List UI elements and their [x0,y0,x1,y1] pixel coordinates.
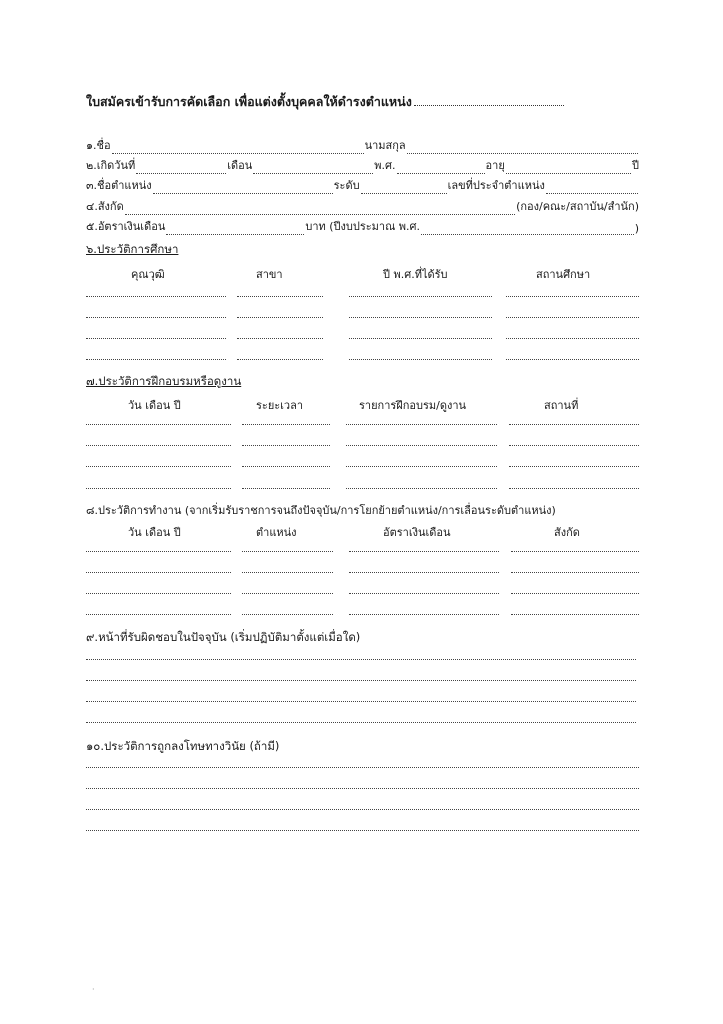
education-heading [86,241,178,259]
salary-unit: บาท (ปีงบประมาณ พ.ศ. [305,220,421,233]
work-col-salary: อัตราเงินเดือน [383,526,451,539]
training-heading [86,373,241,391]
training-cell-r1-c1[interactable] [86,424,231,425]
education-cell-r2-c4[interactable] [506,317,639,318]
training-cell-r3-c1[interactable] [86,466,231,467]
education-cell-r4-c4[interactable] [506,359,639,360]
training-cell-r3-c3[interactable] [346,466,497,467]
training-col-place: สถานที่ [544,399,579,412]
training-cell-r2-c3[interactable] [346,445,497,446]
education-cell-r4-c1[interactable] [86,359,226,360]
training-col-date: วัน เดือน ปี [128,399,181,412]
work-col-affiliation: สังกัด [554,526,580,539]
name-row [86,137,639,154]
education-cell-r1-c1[interactable] [86,296,226,297]
position-field[interactable] [153,181,333,194]
work-cell-r4-c4[interactable] [511,614,639,615]
form-title [86,92,564,112]
education-cell-r1-c3[interactable] [349,296,492,297]
salary-row [86,218,639,235]
birth-year-label: พ.ศ. [374,159,396,172]
training-cell-r2-c4[interactable] [509,445,639,446]
work-cell-r1-c3[interactable] [349,551,499,552]
work-col-date: วัน เดือน ปี [128,526,181,539]
education-cell-r2-c3[interactable] [349,317,492,318]
education-cell-r3-c1[interactable] [86,338,226,339]
education-col-year: ปี พ.ศ.ที่ได้รับ [383,268,448,281]
education-cell-r2-c2[interactable] [237,317,323,318]
work-cell-r1-c1[interactable] [86,551,231,552]
form-title-text: ใบสมัครเข้ารับการคัดเลือก เพื่อแต่งตั้งบุคคลให้ดำรงตำแหน่ง [86,94,412,109]
education-heading-text: ๖.ประวัติการศึกษา [86,242,179,256]
work-heading-text: ๘.ประวัติการทำงาน (จากเริ่มรับราชการจนถึงปัจจุบัน/การโยกย้ายตำแหน่ง/การเลื่อนระดับตำแหน่ง) [86,504,556,517]
work-cell-r3-c2[interactable] [242,593,333,594]
education-col-qualification: คุณวุฒิ [131,268,165,281]
level-label: ระดับ [333,179,360,192]
duties-line-4[interactable] [86,722,636,723]
discipline-heading [86,738,279,756]
surname-label: นามสกุล [364,139,406,152]
training-cell-r1-c3[interactable] [346,424,497,425]
discipline-line-4[interactable] [86,830,639,831]
work-cell-r2-c1[interactable] [86,572,231,573]
work-cell-r4-c1[interactable] [86,614,231,615]
work-cell-r3-c1[interactable] [86,593,231,594]
training-cell-r2-c1[interactable] [86,445,231,446]
age-field[interactable] [506,161,631,174]
training-col-duration: ระยะเวลา [256,399,304,412]
duties-line-1[interactable] [86,659,636,660]
duties-heading-text: ๙.หน้าที่รับผิดชอบในปัจจุบัน (เริ่มปฏิบัติมาตั้งแต่เมื่อใด) [86,630,361,644]
training-cell-r4-c4[interactable] [509,488,639,489]
education-cell-r3-c3[interactable] [349,338,492,339]
training-cell-r1-c2[interactable] [242,424,330,425]
discipline-heading-text: ๑๐.ประวัติการถูกลงโทษทางวินัย (ถ้ามี) [86,739,280,753]
discipline-line-2[interactable] [86,788,639,789]
scan-mark-left: · [92,985,95,994]
birth-day-label: ๒.เกิดวันที่ [86,159,136,172]
education-cell-r3-c2[interactable] [237,338,323,339]
birth-month-label: เดือน [227,159,253,172]
name-label: ๑.ชื่อ [86,139,111,152]
work-cell-r4-c3[interactable] [349,614,499,615]
position-no-label: เลขที่ประจำตำแหน่ง [447,179,545,192]
training-cell-r2-c2[interactable] [242,445,330,446]
title-fill-line[interactable] [414,94,564,106]
birth-row [86,157,639,174]
work-col-position: ตำแหน่ง [256,526,297,539]
age-label: อายุ [485,159,505,172]
work-cell-r3-c3[interactable] [349,593,499,594]
training-col-program: รายการฝึกอบรม/ดูงาน [359,399,467,412]
discipline-line-3[interactable] [86,809,639,810]
affiliation-field[interactable] [125,202,515,215]
level-field[interactable] [361,181,447,194]
training-cell-r4-c3[interactable] [346,488,497,489]
position-row [86,177,639,194]
work-cell-r3-c4[interactable] [511,593,639,594]
birth-month-field[interactable] [253,161,373,174]
education-col-institution: สถานศึกษา [536,268,591,281]
work-cell-r4-c2[interactable] [242,614,333,615]
salary-field[interactable] [166,222,304,235]
duties-heading [86,629,360,647]
training-heading-text: ๗.ประวัติการฝึกอบรมหรือดูงาน [86,374,242,388]
position-no-field[interactable] [546,181,638,194]
work-cell-r2-c2[interactable] [242,572,333,573]
duties-line-2[interactable] [86,680,636,681]
position-label: ๓.ชื่อตำแหน่ง [86,179,152,192]
training-cell-r4-c1[interactable] [86,488,231,489]
fiscal-year-field[interactable] [421,222,634,235]
birth-year-field[interactable] [397,161,485,174]
age-unit: ปี [632,159,639,172]
birth-day-field[interactable] [136,161,226,174]
surname-field[interactable] [407,141,638,154]
education-cell-r4-c2[interactable] [237,359,323,360]
training-cell-r4-c2[interactable] [242,488,330,489]
training-cell-r1-c4[interactable] [509,424,639,425]
affiliation-row [86,198,639,215]
affiliation-label: ๔.สังกัด [86,200,124,213]
name-field[interactable] [112,141,364,154]
work-cell-r1-c4[interactable] [511,551,639,552]
discipline-line-1[interactable] [86,767,639,768]
training-cell-r3-c2[interactable] [242,466,330,467]
education-cell-r3-c4[interactable] [506,338,639,339]
training-cell-r3-c4[interactable] [509,466,639,467]
work-heading [86,501,556,519]
affiliation-suffix: (กอง/คณะ/สถาบัน/สำนัก) [516,200,639,213]
education-cell-r2-c1[interactable] [86,317,226,318]
duties-line-3[interactable] [86,701,636,702]
salary-label: ๕.อัตราเงินเดือน [86,220,166,233]
education-cell-r1-c2[interactable] [237,296,323,297]
work-cell-r1-c2[interactable] [242,551,333,552]
education-col-major: สาขา [256,268,283,281]
work-cell-r2-c4[interactable] [511,572,639,573]
education-cell-r1-c4[interactable] [506,296,639,297]
work-cell-r2-c3[interactable] [349,572,499,573]
salary-close: ) [634,222,639,235]
education-cell-r4-c3[interactable] [349,359,492,360]
